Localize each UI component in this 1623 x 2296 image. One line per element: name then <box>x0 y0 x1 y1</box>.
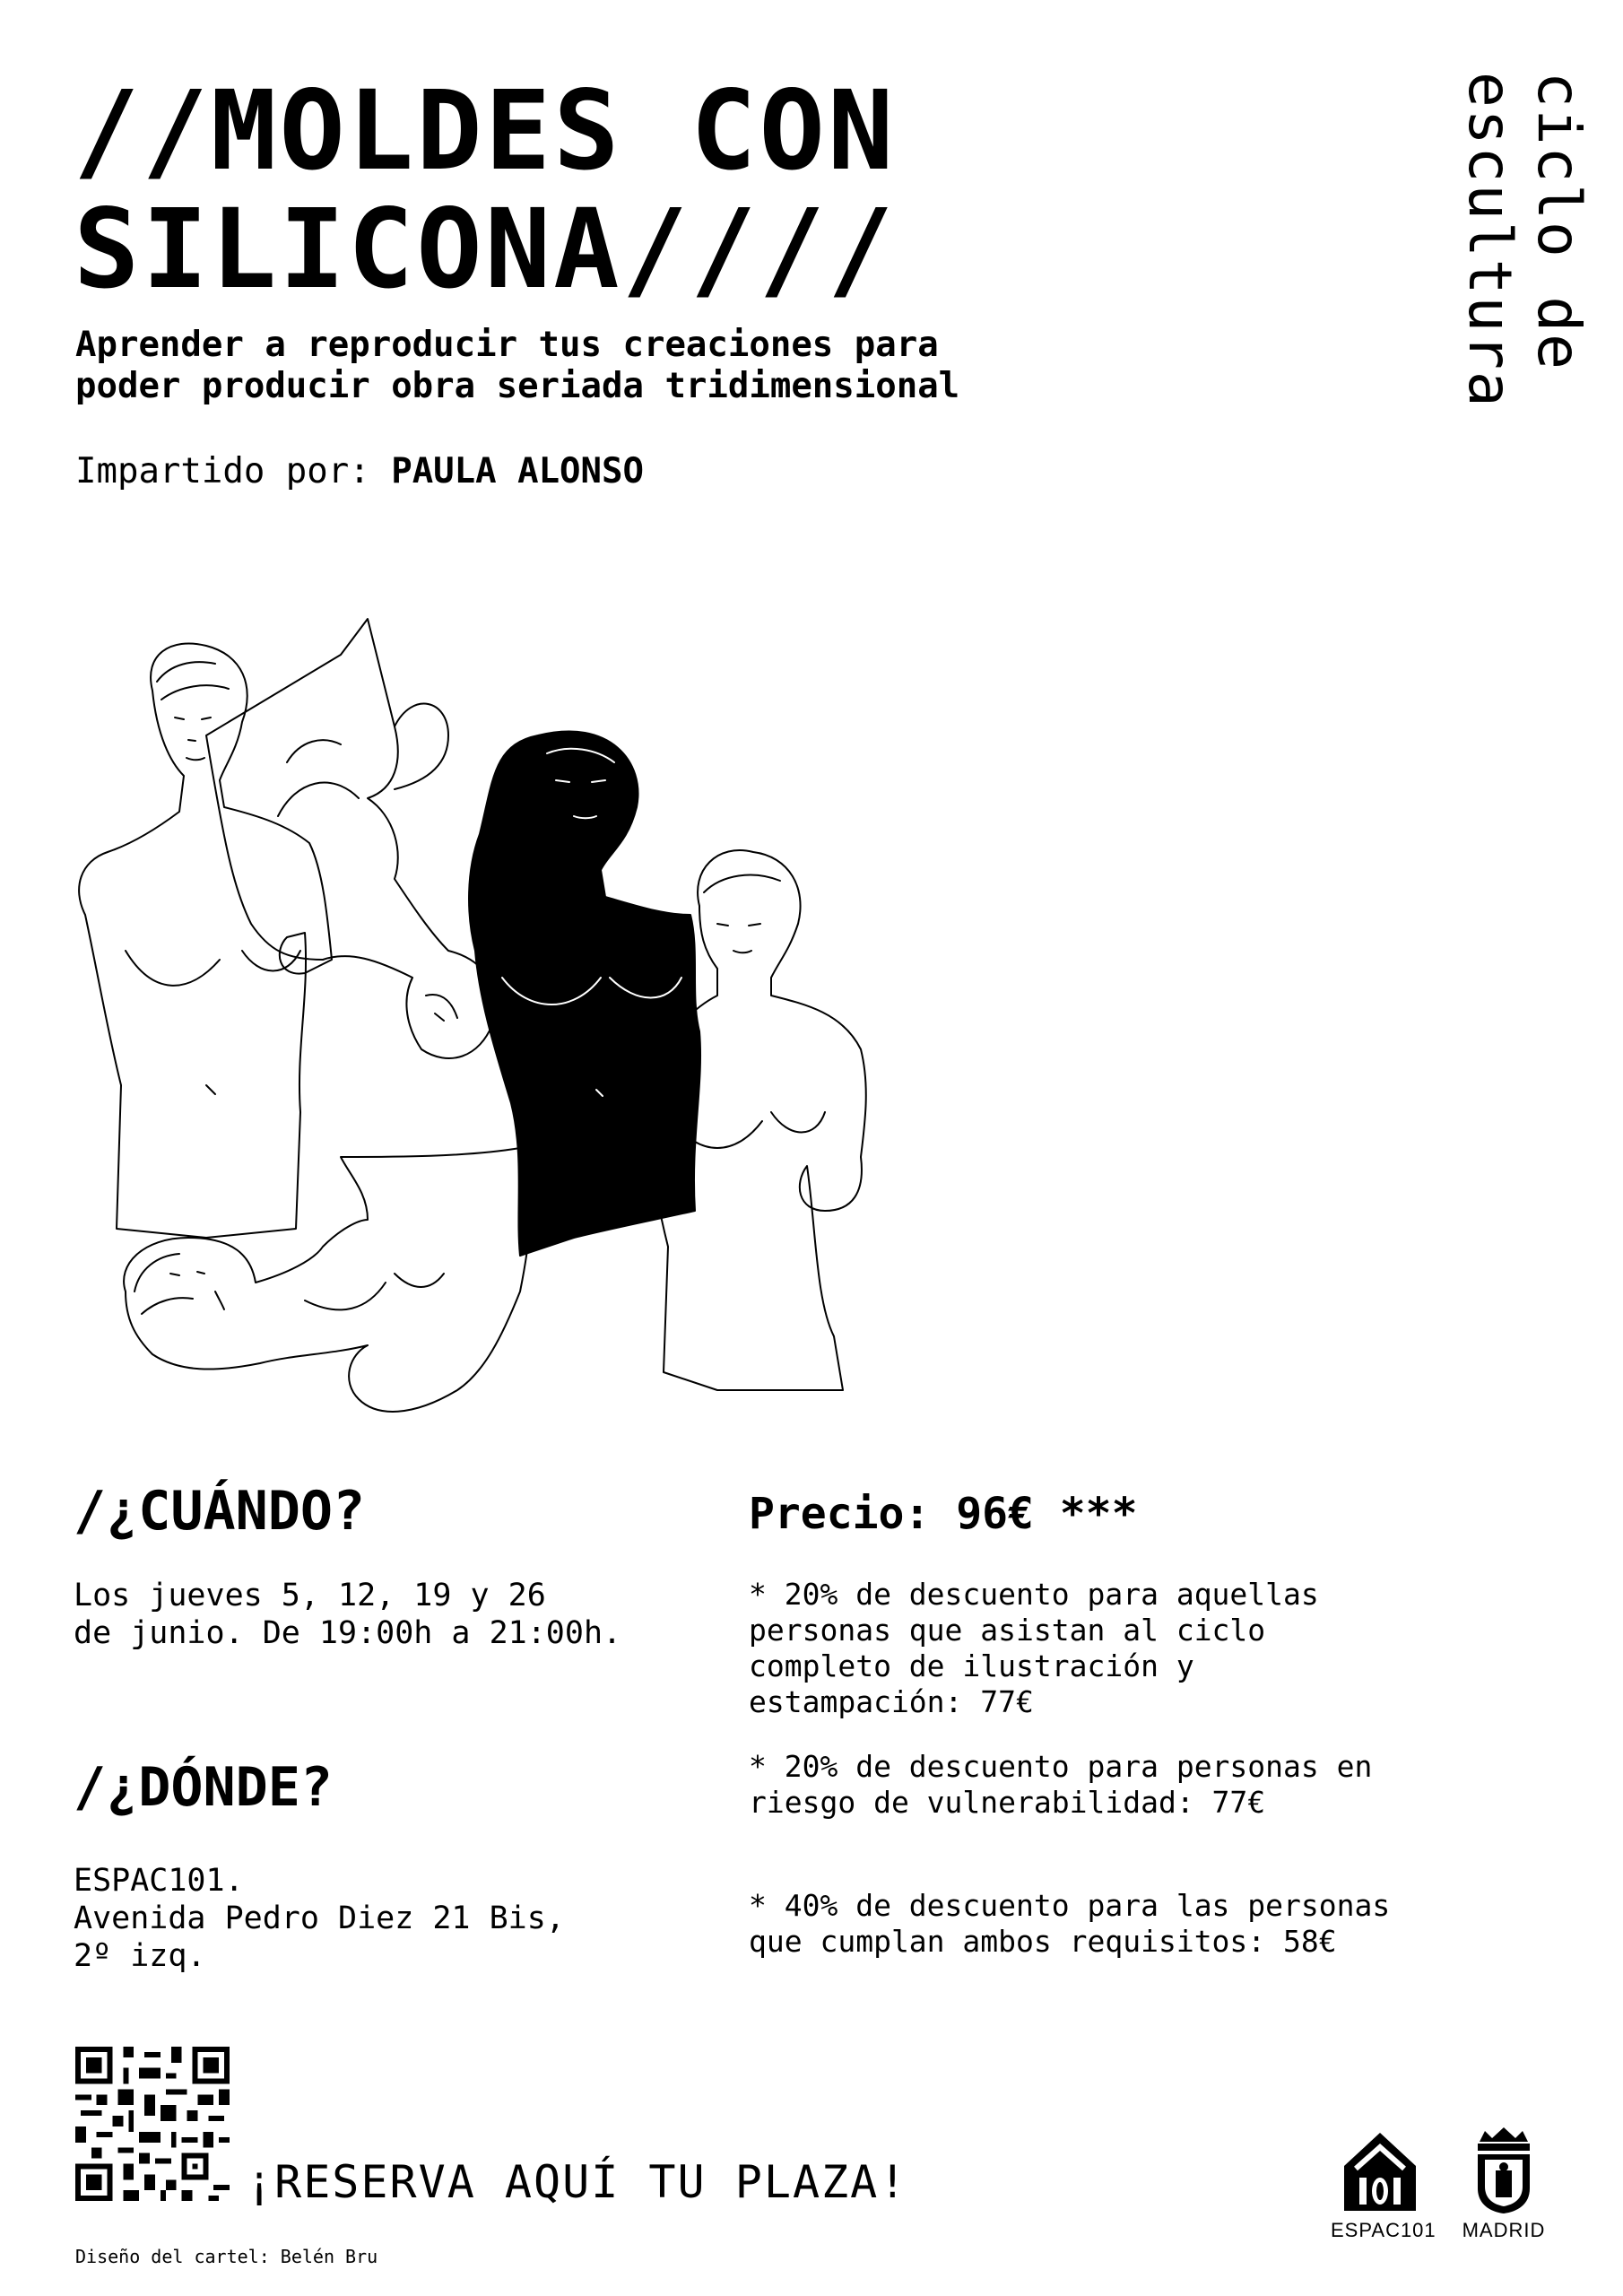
when-heading: /¿CUÁNDO? <box>74 1480 366 1543</box>
madrid-logo <box>1454 2126 1553 2242</box>
instructor-prefix: Impartido por: <box>75 451 370 491</box>
subtitle-line-2: poder producir obra seriada tridimensional <box>75 366 960 406</box>
design-credit: Diseño del cartel: Belén Bru <box>75 2246 378 2267</box>
madrid-logo-label: MADRID <box>1462 2219 1546 2241</box>
reserve-cta[interactable]: ¡RESERVA AQUÍ TU PLAZA! <box>246 2156 908 2208</box>
poster-subtitle <box>75 325 959 407</box>
instructor-name: PAULA ALONSO <box>391 451 644 491</box>
poster-title <box>74 67 897 313</box>
series-label: ciclo de escultura <box>1455 72 1593 409</box>
house-icon <box>1340 2126 1420 2215</box>
when-text: Los jueves 5, 12, 19 y 26 de junio. De 19:00h a 21:00h. <box>74 1578 622 1651</box>
madrid-coat-of-arms-icon <box>1472 2126 1535 2215</box>
bust-left-upright <box>79 643 332 1238</box>
where-text: ESPAC101. Avenida Pedro Diez 21 Bis, 2º izq. <box>74 1863 565 1974</box>
bust-black-center <box>469 731 700 1256</box>
venus-sculptures-illustration <box>72 529 1327 1480</box>
discount-3: * 40% de descuento para las personas que cumplan ambos requisitos: 58€ <box>749 1888 1391 1959</box>
reservation-qr-code[interactable] <box>75 2047 230 2201</box>
price-heading: Precio: 96€ *** <box>749 1489 1138 1539</box>
bust-tilted-upper <box>206 619 496 1058</box>
discount-2: * 20% de descuento para personas en riesgo de vulnerabilidad: 77€ <box>749 1749 1373 1820</box>
title-line-2: SILICONA//// <box>74 186 897 313</box>
where-heading: /¿DÓNDE? <box>74 1756 333 1819</box>
espacio-logo-label: ESPAC101 <box>1331 2219 1436 2241</box>
subtitle-line-1: Aprender a reproducir tus creaciones para <box>75 325 939 365</box>
instructor-line <box>75 451 644 491</box>
bust-reclining-bottom <box>124 1148 530 1412</box>
discount-1: * 20% de descuento para aquellas personas que asistan al ciclo completo de ilustración y estampación: 77€ <box>749 1577 1319 1719</box>
title-line-1: //MOLDES CON <box>74 67 897 195</box>
espacio-logo <box>1331 2126 1436 2242</box>
